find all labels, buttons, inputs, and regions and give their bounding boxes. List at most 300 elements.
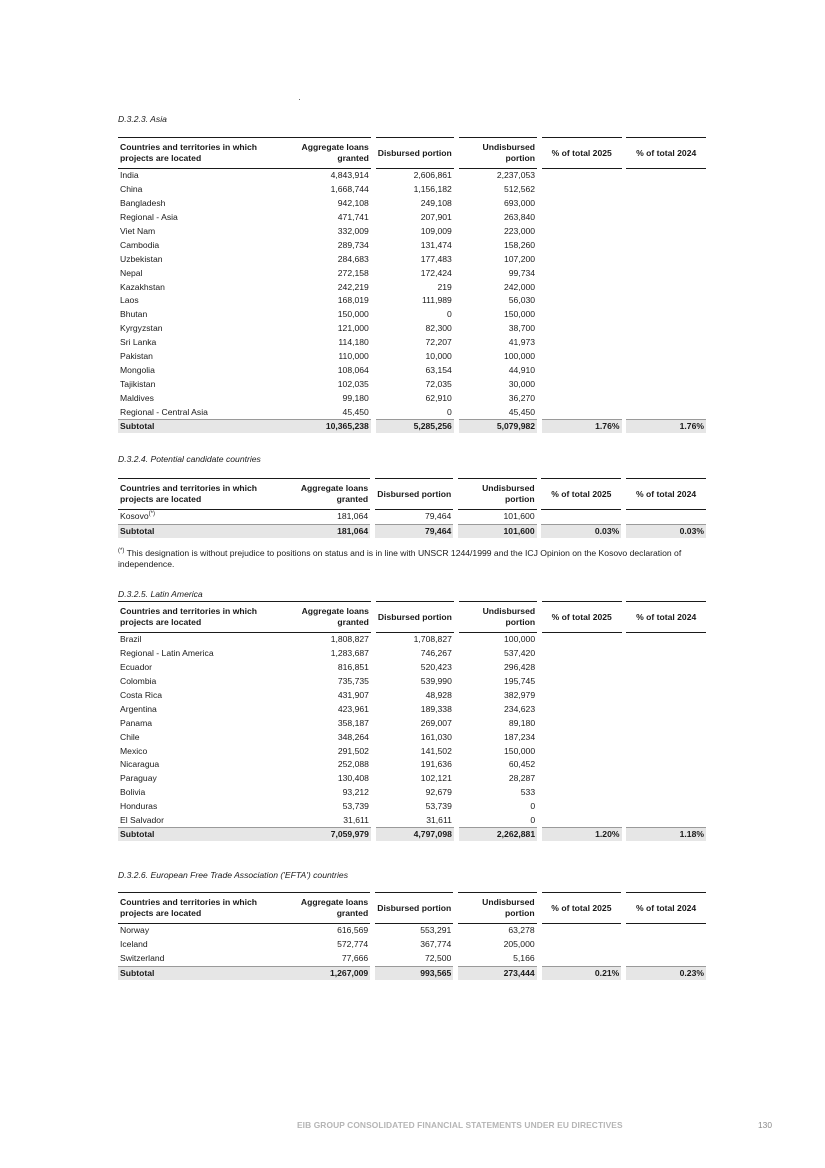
disbursed-value: 367,774 [420, 939, 452, 950]
table-row [118, 800, 706, 814]
table-header-row [118, 137, 706, 169]
aggregate-value: 130,408 [337, 773, 369, 784]
header-country: Countries and territories in which projects are located [118, 892, 287, 924]
table-row [118, 280, 706, 294]
pct-2025-value [542, 197, 622, 211]
disbursed-value: 10,000 [425, 351, 452, 362]
table-row [118, 689, 706, 703]
disbursed-value: 2,606,861 [413, 170, 452, 181]
undisbursed-value: 89,180 [508, 717, 536, 728]
subtotal-disbursed: 4,797,098 [376, 827, 454, 841]
pct-2025-value [542, 405, 622, 419]
aggregate-value: 291,502 [337, 745, 369, 756]
undisbursed-value: 158,260 [503, 239, 536, 250]
disbursed-value: 0 [447, 406, 452, 417]
country-name: Chile [120, 731, 140, 742]
table-row [118, 391, 706, 405]
subtotal-pct-2024: 0.23% [626, 966, 706, 980]
undisbursed-value: 382,979 [504, 690, 536, 700]
country-name: Tajikistan [120, 378, 156, 389]
undisbursed-value: 44,910 [508, 364, 536, 375]
undisbursed-value: 205,000 [503, 939, 535, 950]
table-header-row [118, 601, 706, 633]
pct-2025-value [542, 280, 622, 294]
subtotal-pct-2024: 1.18% [626, 827, 706, 841]
header-undisbursed: Undisbursed portion [458, 478, 536, 510]
country-name: Panama [120, 717, 153, 728]
country-name: Regional - Asia [120, 212, 178, 223]
aggregate-value: 121,000 [337, 323, 369, 334]
disbursed-value: 131,474 [420, 239, 452, 250]
undisbursed-value: 187,234 [504, 731, 536, 742]
country-name: Viet Nam [120, 226, 156, 236]
aggregate-value: 99,180 [342, 392, 369, 403]
aggregate-value: 431,907 [337, 690, 369, 700]
table-row [118, 661, 706, 675]
subtotal-label: Subtotal [118, 966, 287, 980]
pct-2025-value [542, 266, 622, 280]
header-undisbursed: Undisbursed portion [459, 601, 537, 633]
aggregate-value: 93,212 [342, 787, 369, 798]
table-row [118, 786, 706, 800]
undisbursed-value: 60,452 [508, 759, 536, 770]
undisbursed-value: 150,000 [503, 309, 536, 320]
disbursed-value: 48,928 [425, 690, 452, 700]
disbursed-value: 520,423 [420, 662, 452, 673]
undisbursed-value: 101,600 [503, 511, 535, 522]
aggregate-value: 942,108 [337, 198, 369, 209]
aggregate-value: 252,088 [337, 759, 369, 770]
header-pct-2024: % of total 2024 [626, 892, 706, 924]
subtotal-undisbursed: 101,600 [458, 524, 536, 538]
pct-2025-value [542, 308, 622, 322]
disbursed-value: 0 [447, 309, 452, 320]
disbursed-value: 207,901 [420, 212, 452, 223]
pct-2024-value [626, 800, 706, 814]
pct-2025-value [542, 169, 622, 183]
aggregate-value: 423,961 [337, 703, 369, 714]
table-row [118, 211, 706, 225]
table-row [118, 238, 706, 252]
table-row [118, 938, 706, 952]
pct-2024-value [626, 336, 706, 350]
aggregate-value: 289,734 [337, 239, 369, 250]
aggregate-value: 31,611 [343, 815, 369, 826]
disbursed-value: 102,121 [420, 773, 452, 784]
pct-2025-value [542, 183, 622, 197]
undisbursed-value: 0 [530, 815, 536, 826]
subtotal-aggregate: 181,064 [287, 524, 370, 538]
pct-2024-value [626, 675, 706, 689]
table-row [118, 183, 706, 197]
aggregate-value: 168,019 [337, 295, 369, 306]
pct-2025-value [542, 702, 622, 716]
header-aggregate: Aggregate loans granted [288, 137, 371, 169]
aggregate-value: 272,158 [337, 267, 369, 278]
stray-dot [299, 99, 300, 100]
aggregate-value: 735,735 [337, 676, 369, 687]
undisbursed-value: 100,000 [503, 351, 536, 362]
pct-2025-value [542, 391, 622, 405]
aggregate-value: 332,009 [337, 226, 369, 236]
header-aggregate: Aggregate loans granted [287, 892, 370, 924]
table-row [118, 336, 706, 350]
pct-2024-value [626, 510, 706, 524]
header-pct-2025: % of total 2025 [541, 478, 621, 510]
aggregate-value: 1,668,744 [330, 184, 369, 195]
pct-2024-value [626, 633, 706, 647]
undisbursed-value: 28,287 [508, 773, 536, 784]
aggregate-value: 181,064 [337, 511, 369, 522]
subtotal-pct-2024: 1.76% [626, 419, 706, 433]
header-pct-2024: % of total 2024 [626, 478, 706, 510]
pct-2024-value [626, 647, 706, 661]
header-disbursed: Disbursed portion [375, 478, 453, 510]
pct-2024-value [626, 730, 706, 744]
country-name: Argentina [120, 703, 157, 714]
undisbursed-value: 0 [530, 801, 536, 812]
undisbursed-value: 107,200 [503, 253, 536, 264]
country-name: Pakistan [120, 351, 153, 362]
subtotal-pct-2025: 1.76% [542, 419, 622, 433]
pct-2024-value [626, 280, 706, 294]
pct-2024-value [626, 772, 706, 786]
aggregate-value: 4,843,914 [330, 170, 369, 181]
header-disbursed: Disbursed portion [376, 601, 454, 633]
country-name: Brazil [120, 634, 142, 645]
table-row [118, 252, 706, 266]
header-pct-2024: % of total 2024 [626, 601, 706, 633]
header-undisbursed: Undisbursed portion [459, 137, 537, 169]
country-name: China [120, 184, 143, 195]
disbursed-value: 72,207 [425, 337, 452, 348]
header-disbursed: Disbursed portion [375, 892, 453, 924]
table-row [118, 377, 706, 391]
undisbursed-value: 234,623 [504, 703, 536, 714]
disbursed-value: 177,483 [420, 253, 452, 264]
country-name: Iceland [120, 939, 148, 950]
header-aggregate: Aggregate loans granted [288, 601, 371, 633]
table-row [118, 647, 706, 661]
subtotal-aggregate: 1,267,009 [287, 966, 370, 980]
pct-2024-value [626, 952, 706, 966]
subtotal-row [118, 827, 706, 841]
footnote-kosovo [118, 546, 708, 570]
country-name: El Salvador [120, 815, 164, 826]
undisbursed-value: 41,973 [508, 337, 536, 348]
disbursed-value: 62,910 [425, 392, 452, 403]
footer-title: EIB GROUP CONSOLIDATED FINANCIAL STATEMENTS UNDER EU DIRECTIVES [297, 1120, 623, 1130]
subtotal-pct-2025: 0.03% [541, 524, 621, 538]
pct-2025-value [542, 800, 622, 814]
pct-2024-value [626, 363, 706, 377]
table-latam [118, 601, 706, 841]
disbursed-value: 111,989 [422, 295, 452, 306]
country-name: Bolivia [120, 787, 146, 798]
table-row [118, 322, 706, 336]
subtotal-row [118, 966, 706, 980]
country-name: Kyrgyzstan [120, 323, 163, 334]
country-name: Bangladesh [120, 198, 166, 209]
pct-2025-value [542, 661, 622, 675]
aggregate-value: 348,264 [337, 731, 369, 742]
pct-2025-value [542, 294, 622, 308]
pct-2025-value [542, 786, 622, 800]
disbursed-value: 92,679 [425, 787, 452, 798]
aggregate-value: 616,569 [337, 925, 369, 936]
table-body-candidate [118, 510, 706, 538]
table-row [118, 633, 706, 647]
pct-2024-value [626, 169, 706, 183]
disbursed-value: 63,154 [425, 364, 452, 375]
pct-2025-value [542, 322, 622, 336]
aggregate-value: 108,064 [337, 364, 369, 375]
country-name: Ecuador [120, 662, 153, 673]
pct-2025-value [542, 772, 622, 786]
table-row [118, 308, 706, 322]
table-row [118, 197, 706, 211]
pct-2024-value [626, 294, 706, 308]
aggregate-value: 284,683 [337, 253, 369, 264]
country-name: Costa Rica [120, 690, 163, 700]
disbursed-value: 553,291 [420, 925, 452, 936]
subtotal-label: Subtotal [118, 827, 288, 841]
aggregate-value: 816,851 [337, 662, 369, 673]
aggregate-value: 45,450 [342, 406, 369, 417]
disbursed-value: 72,035 [425, 378, 452, 389]
disbursed-value: 172,424 [420, 267, 452, 278]
pct-2025-value [542, 689, 622, 703]
pct-2024-value [626, 716, 706, 730]
undisbursed-value: 195,745 [504, 676, 536, 687]
aggregate-value: 1,808,827 [330, 634, 369, 645]
table-row [118, 730, 706, 744]
subtotal-undisbursed: 273,444 [458, 966, 536, 980]
table-row [118, 225, 706, 239]
undisbursed-value: 263,840 [503, 212, 536, 223]
table-row [118, 758, 706, 772]
disbursed-value: 1,156,182 [413, 184, 452, 195]
subtotal-label: Subtotal [118, 419, 288, 433]
subtotal-aggregate: 7,059,979 [288, 827, 371, 841]
table-row [118, 294, 706, 308]
pct-2024-value [626, 938, 706, 952]
aggregate-value: 471,741 [337, 212, 369, 223]
country-name: Switzerland [120, 953, 165, 964]
disbursed-value: 1,708,827 [413, 634, 452, 645]
country-name: Regional - Central Asia [120, 406, 208, 417]
pct-2025-value [542, 225, 622, 239]
pct-2025-value [542, 377, 622, 391]
subtotal-aggregate: 10,365,238 [288, 419, 371, 433]
aggregate-value: 1,283,687 [330, 648, 369, 659]
pct-2025-value [542, 814, 622, 828]
subtotal-disbursed: 5,285,256 [376, 419, 454, 433]
table-row [118, 510, 706, 524]
disbursed-value: 191,636 [420, 759, 452, 770]
pct-2024-value [626, 183, 706, 197]
pct-2024-value [626, 814, 706, 828]
undisbursed-value: 2,237,053 [496, 170, 536, 181]
subtotal-pct-2025: 1.20% [542, 827, 622, 841]
disbursed-value: 189,338 [420, 703, 452, 714]
undisbursed-value: 512,562 [503, 184, 536, 195]
table-body-efta [118, 924, 706, 980]
table-efta [118, 892, 706, 980]
table-header-row [118, 892, 706, 924]
section-title-latam: D.3.2.5. Latin America [118, 589, 203, 599]
aggregate-value: 77,666 [341, 953, 369, 964]
header-undisbursed: Undisbursed portion [458, 892, 536, 924]
footnote-mark: (*) [118, 548, 125, 554]
country-name: Nepal [120, 267, 143, 278]
pct-2024-value [626, 350, 706, 364]
pct-2024-value [626, 702, 706, 716]
pct-2024-value [626, 744, 706, 758]
table-header-row [118, 478, 706, 510]
pct-2024-value [626, 377, 706, 391]
pct-2025-value [542, 350, 622, 364]
pct-2025-value [542, 238, 622, 252]
pct-2025-value [542, 363, 622, 377]
disbursed-value: 249,108 [420, 198, 452, 209]
header-country: Countries and territories in which projects are located [118, 601, 288, 633]
undisbursed-value: 693,000 [503, 198, 536, 209]
disbursed-value: 82,300 [425, 323, 452, 334]
section-title-asia: D.3.2.3. Asia [118, 114, 167, 124]
header-country: Countries and territories in which projects are located [118, 137, 288, 169]
country-name: India [120, 170, 139, 181]
aggregate-value: 242,219 [337, 281, 369, 292]
pct-2025-value [542, 647, 622, 661]
disbursed-value: 79,464 [424, 511, 452, 522]
aggregate-value: 53,739 [342, 801, 369, 812]
header-pct-2025: % of total 2025 [542, 601, 622, 633]
country-name: Mongolia [120, 364, 155, 375]
aggregate-value: 572,774 [337, 939, 369, 950]
subtotal-row [118, 524, 706, 538]
subtotal-pct-2024: 0.03% [626, 524, 706, 538]
pct-2024-value [626, 391, 706, 405]
pct-2024-value [626, 786, 706, 800]
pct-2024-value [626, 252, 706, 266]
undisbursed-value: 30,000 [508, 378, 536, 389]
pct-2024-value [626, 197, 706, 211]
pct-2024-value [626, 405, 706, 419]
disbursed-value: 269,007 [420, 717, 452, 728]
country-name: Mexico [120, 745, 148, 756]
disbursed-value: 72,500 [425, 953, 452, 964]
header-pct-2024: % of total 2024 [626, 137, 706, 169]
table-row [118, 814, 706, 828]
table-body-latam [118, 633, 706, 841]
table-row [118, 716, 706, 730]
table-row [118, 675, 706, 689]
pct-2025-value [542, 730, 622, 744]
pct-2025-value [542, 924, 622, 938]
pct-2025-value [542, 633, 622, 647]
pct-2024-value [626, 238, 706, 252]
pct-2024-value [626, 689, 706, 703]
undisbursed-value: 36,270 [508, 392, 536, 403]
table-row [118, 744, 706, 758]
country-name: Laos [120, 295, 139, 306]
aggregate-value: 102,035 [337, 378, 369, 389]
aggregate-value: 358,187 [337, 717, 369, 728]
aggregate-value: 114,180 [338, 337, 369, 348]
header-aggregate: Aggregate loans granted [287, 478, 370, 510]
undisbursed-value: 100,000 [504, 634, 536, 645]
table-row [118, 350, 706, 364]
section-title-candidate: D.3.2.4. Potential candidate countries [118, 454, 261, 464]
pct-2025-value [542, 938, 622, 952]
subtotal-label: Subtotal [118, 524, 287, 538]
undisbursed-value: 296,428 [504, 662, 536, 673]
disbursed-value: 539,990 [420, 676, 452, 687]
header-pct-2025: % of total 2025 [542, 137, 622, 169]
disbursed-value: 109,009 [420, 226, 452, 236]
page-number: 130 [758, 1120, 772, 1130]
undisbursed-value: 537,420 [504, 648, 536, 659]
country-name: Maldives [120, 392, 154, 403]
table-candidate [118, 478, 706, 538]
pct-2025-value [542, 744, 622, 758]
undisbursed-value: 99,734 [508, 267, 536, 278]
pct-2025-value [542, 211, 622, 225]
table-row [118, 405, 706, 419]
country-name: Regional - Latin America [120, 648, 214, 659]
pct-2025-value [542, 252, 622, 266]
table-row [118, 266, 706, 280]
subtotal-disbursed: 993,565 [375, 966, 453, 980]
undisbursed-value: 38,700 [508, 323, 536, 334]
pct-2024-value [626, 308, 706, 322]
undisbursed-value: 63,278 [508, 925, 535, 936]
undisbursed-value: 223,000 [503, 226, 536, 236]
disbursed-value: 219 [437, 281, 452, 292]
pct-2024-value [626, 758, 706, 772]
disbursed-value: 161,030 [420, 731, 452, 742]
table-row [118, 952, 706, 966]
header-country: Countries and territories in which projects are located [118, 478, 287, 510]
subtotal-pct-2025: 0.21% [542, 966, 622, 980]
undisbursed-value: 5,166 [513, 953, 535, 964]
country-name [118, 510, 287, 524]
subtotal-undisbursed: 2,262,881 [459, 827, 537, 841]
table-row [118, 363, 706, 377]
pct-2025-value [542, 336, 622, 350]
undisbursed-value: 150,000 [504, 745, 536, 756]
pct-2024-value [626, 322, 706, 336]
pct-2024-value [626, 211, 706, 225]
section-title-efta: D.3.2.6. European Free Trade Association ('EFTA') countries [118, 870, 348, 880]
table-asia [118, 137, 706, 433]
footnote-ref: (*) [148, 511, 156, 518]
table-row [118, 772, 706, 786]
undisbursed-value: 242,000 [503, 281, 536, 292]
country-name: Sri Lanka [120, 337, 157, 348]
country-name: Norway [120, 925, 150, 936]
pct-2025-value [542, 675, 622, 689]
pct-2024-value [626, 225, 706, 239]
table-row [118, 924, 706, 938]
disbursed-value: 53,739 [425, 801, 452, 812]
footnote-text: This designation is without prejudice to positions on status and is in line with UNSCR 1244/1999 and the ICJ Opinion on the Kosovo declaration of independence. [118, 547, 682, 569]
header-pct-2025: % of total 2025 [542, 892, 622, 924]
country-name: Cambodia [120, 239, 160, 250]
pct-2025-value [542, 952, 622, 966]
country-name: Bhutan [120, 309, 148, 320]
